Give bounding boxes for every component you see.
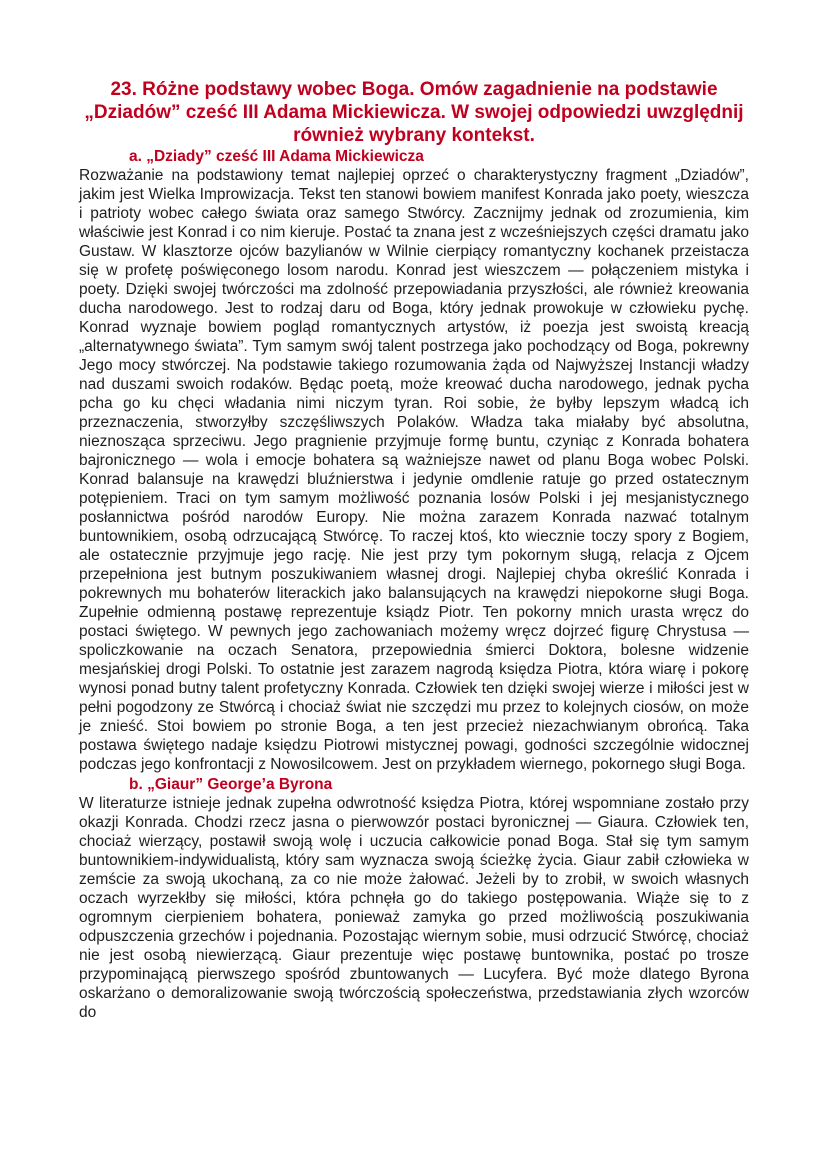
document-page — [79, 78, 749, 1023]
section-giaur — [79, 775, 749, 1022]
section-heading-dziady: a. „Dziady” cześć III Adama Mickiewicza — [129, 148, 424, 165]
section-heading-giaur: b. „Giaur” George’a Byrona — [129, 776, 333, 793]
section-text-giaur: W literaturze istnieje jednak zupełna odwrotność księdza Piotra, której wspomniane zostało przy okazji Konrada. Chodzi rzecz jasna o pierwowzór postaci byronicznej — Giaura. Człowiek ten, chociaż wierzący, postawił swoją wolę i uczucia całkowicie ponad Boga. Stał się tym samym buntownikiem-indywidualistą, który sam wyznacza swoją ścieżkę życia. Giaur zabił człowieka w zemście za swoją ukochaną, za co nie może żałować. Jeżeli by to zrobił, w swoich własnych oczach wyrzekłby się miłości, która pchnęła go do takiego postępowania. Wiąże się to z ogromnym cierpieniem bohatera, ponieważ zamyka go przed możliwością poszukiwania odpuszczenia grzechów i pojednania. Pozostając wiernym sobie, musi odrzucić Stwórcę, chociaż nie jest osobą niewierzącą. Giaur prezentuje więc postawę buntownika, postać po trosze przypominającą pierwszego spośród zbuntowanych — Lucyfera. Być może dlatego Byrona oskarżano o demoralizowanie swoją twórczością społeczeństwa, przedstawiania złych wzorców do — [79, 795, 749, 1021]
document-title: 23. Różne podstawy wobec Boga. Omów zagadnienie na podstawie „Dziadów” cześć III Adama Mickiewicza. W swojej odpowiedzi uwzględnij również wybrany kontekst. — [84, 79, 744, 146]
section-text-dziady: Rozważanie na podstawiony temat najlepiej oprzeć o charakterystyczny fragment „Dziadów”, jakim jest Wielka Improwizacja. Tekst ten stanowi bowiem manifest Konrada jako poety, wieszcza i patrioty wobec całego świata oraz samego Stwórcy. Zacznijmy jednak od zrozumienia, kim właściwie jest Konrad i co nim kieruje. Postać ta znana jest z wcześniejszych części dramatu jako Gustaw. W klasztorze ojców bazylianów w Wilnie cierpiący romantyczny kochanek przeistacza się w profetę poświęconego losom narodu. Konrad jest wieszczem — połączeniem mistyka i poety. Dzięki swojej twórczości ma zdolność przepowiadania przyszłości, ale również kreowania ducha narodowego. Jest to rodzaj daru od Boga, który jednak prowokuje w człowieku pychę. Konrad wyznaje bowiem pogląd romantycznych artystów, iż poezja jest swoistą kreacją „alternatywnego świata”. Tym samym swój talent postrzega jako pochodzący od Boga, pokrewny Jego mocy stwórczej. Na podstawie takiego rozumowania żąda od Najwyższej Instancji władzy nad duszami swoich rodaków. Będąc poetą, może kreować ducha narodowego, jednak pycha pcha go ku chęci władania nimi niczym tyran. Roi sobie, że byłby lepszym władcą ich przeznaczenia, stworzyłby szczęśliwszych Polaków. Władza taka miałaby być absolutna, nieznosząca sprzeciwu. Jego pragnienie przyjmuje formę buntu, czyniąc z Konrada bohatera bajronicznego — wola i emocje bohatera są ważniejsze nawet od planu Boga wobec Polski. Konrad balansuje na krawędzi bluźnierstwa i jedynie omdlenie ratuje go przed ostatecznym potępieniem. Traci on tym samym możliwość poznania losów Polski i jej mesjanistycznego posłannictwa pośród narodów Europy. Nie można zarazem Konrada nazwać totalnym buntownikiem, osobą odrzucającą Stwórcę. To raczej ktoś, kto wiecznie toczy spory z Bogiem, ale ostatecznie przyjmuje jego rację. Nie jest przy tym pokornym sługą, relacja z Ojcem przepełniona jest butnym poszukiwaniem własnej drogi. Najlepiej chyba określić Konrada i pokrewnych mu bohaterów literackich jako balansujących na krawędzi niepokorne sługi Boga. Zupełnie odmienną postawę reprezentuje ksiądz Piotr. Ten pokorny mnich urasta wręcz do postaci świętego. W pewnych jego zachowaniach możemy wręcz dojrzeć figurę Chrystusa — spoliczkowanie na oczach Senatora, przepowiednia śmierci Doktora, bolesne widzenie mesjańskiej drogi Polski. To ostatnie jest zarazem nagrodą księdza Piotra, która wiarę i pokorę wynosi ponad butny talent profetyczny Konrada. Człowiek ten dzięki swojej wierze i miłości jest w pełni pogodzony ze Stwórcą i chociaż świat nie szczędzi mu przez to kolejnych ciosów, on może je znieść. Stoi bowiem po stronie Boga, a ten jest przecież niezachwianym obrońcą. Taka postawa świętego nadaje księdzu Piotrowi mistycznej powagi, godności szczególnie widocznej podczas jego konfrontacji z Nowosilcowem. Jest on przykładem wiernego, pokornego sługi Boga. — [79, 167, 749, 773]
section-dziady — [79, 147, 749, 774]
